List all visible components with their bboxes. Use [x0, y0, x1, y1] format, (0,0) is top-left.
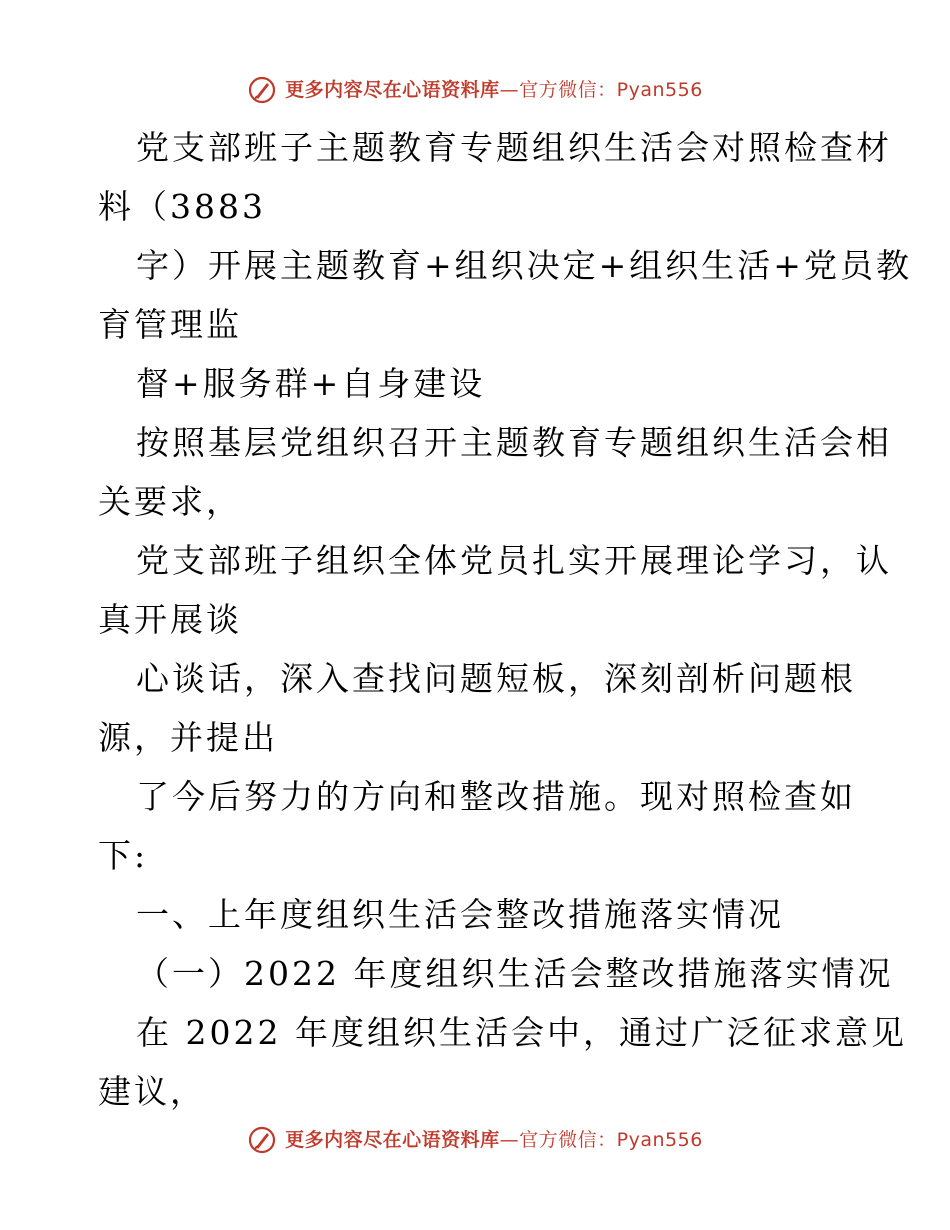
body-line: 党支部班子主题教育专题组织生活会对照检查材 — [136, 128, 892, 167]
footer-banner-text: 更多内容尽在心语资料库—官方微信：Pyan556 — [285, 1129, 703, 1151]
header-watermark-banner — [0, 73, 950, 107]
body-line: 源，并提出 — [98, 718, 278, 757]
header-banner-text: 更多内容尽在心语资料库—官方微信：Pyan556 — [285, 79, 703, 101]
quill-pen-logo-icon — [247, 1125, 277, 1155]
body-line: 料（3883 — [98, 187, 266, 226]
body-line: 心谈话，深入查找问题短板，深刻剖析问题根 — [136, 659, 856, 698]
document-body — [98, 118, 912, 1121]
body-line: 按照基层党组织召开主题教育专题组织生活会相 — [136, 423, 892, 462]
body-line: 建议， — [98, 1072, 206, 1111]
footer-watermark-banner — [0, 1123, 950, 1157]
body-line: 在 2022 年度组织生活会中，通过广泛征求意见 — [136, 1013, 907, 1052]
body-line: 关要求， — [98, 482, 242, 521]
section-heading: 一、上年度组织生活会整改措施落实情况 — [136, 895, 784, 934]
quill-pen-logo-icon — [247, 75, 277, 105]
body-line: 真开展谈 — [98, 600, 242, 639]
body-line: 育管理监 — [98, 305, 242, 344]
body-line: 党支部班子组织全体党员扎实开展理论学习，认 — [136, 541, 892, 580]
body-line: 了今后努力的方向和整改措施。现对照检查如 — [136, 777, 856, 816]
subsection-heading: （一）2022 年度组织生活会整改措施落实情况 — [136, 954, 894, 993]
body-line: 督+服务群+自身建设 — [136, 364, 486, 403]
body-line: 下: — [98, 836, 149, 875]
body-line: 字）开展主题教育+组织决定+组织生活+党员教 — [136, 246, 912, 285]
